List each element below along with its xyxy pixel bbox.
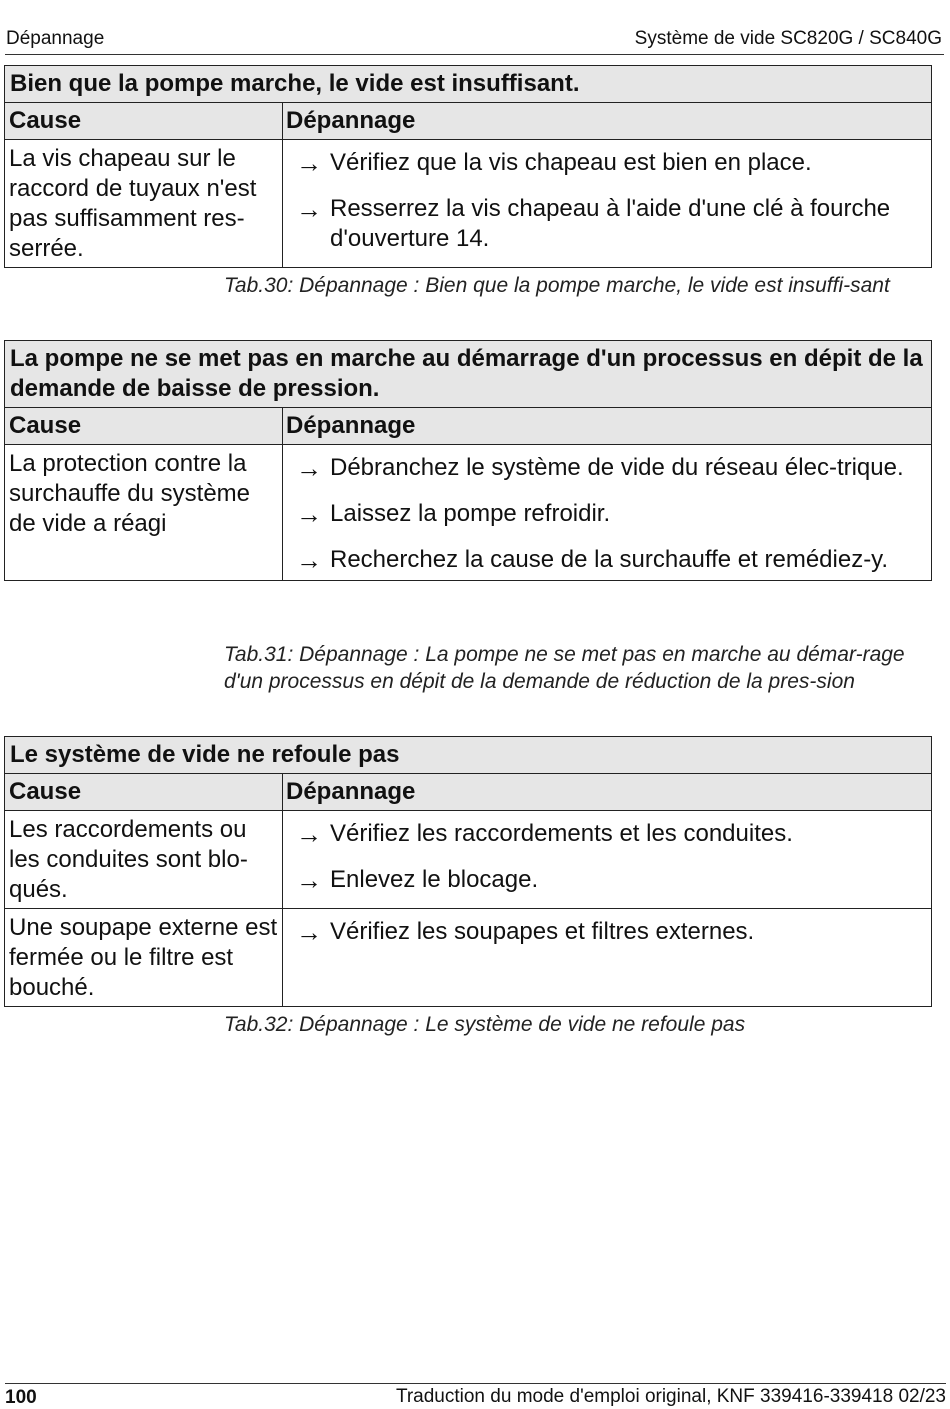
troubleshooting-table-32 <box>4 736 932 1007</box>
fix-cell <box>283 140 931 267</box>
table-header-row <box>5 774 931 811</box>
cause-cell: La vis chapeau sur le raccord de tuyaux n'est pas suffisamment res-serrée. <box>5 140 283 267</box>
arrow-right-icon: → <box>296 545 322 575</box>
table-row <box>5 445 931 580</box>
column-header-cause: Cause <box>5 774 283 810</box>
table-header-row <box>5 408 931 445</box>
column-header-fix: Dépannage <box>286 412 416 439</box>
table-caption: Tab.30: Dépannage : Bien que la pompe marche, le vide est insuffi-sant <box>224 274 890 297</box>
fix-step <box>286 194 927 254</box>
table-caption: Tab.32: Dépannage : Le système de vide ne refoule pas <box>224 1013 746 1036</box>
arrow-right-icon: → <box>296 865 322 895</box>
arrow-right-icon: → <box>296 917 322 947</box>
fix-step <box>286 499 927 529</box>
column-header-fix: Dépannage <box>286 107 416 134</box>
page-footer <box>5 1383 946 1408</box>
cause-cell: La protection contre la surchauffe du système de vide a réagi <box>5 445 283 580</box>
arrow-right-icon: → <box>296 194 322 224</box>
arrow-right-icon: → <box>296 148 322 178</box>
table-title: Le système de vide ne refoule pas <box>5 737 931 774</box>
table-title: La pompe ne se met pas en marche au démarrage d'un processus en dépit de la demande de baisse de pression. <box>5 341 931 408</box>
column-header-fix: Dépannage <box>286 778 416 805</box>
section-title: Dépannage <box>6 28 105 49</box>
table-row <box>5 909 931 1006</box>
cause-cell: Une soupape externe est fermée ou le filtre est bouché. <box>5 909 283 1006</box>
fix-cell <box>283 811 931 908</box>
table-caption: Tab.31: Dépannage : La pompe ne se met pas en marche au démar-rage d'un processus en dépit de la demande de réduction de la pres-sion <box>224 643 905 693</box>
fix-step <box>286 545 927 575</box>
table-row <box>5 811 931 909</box>
arrow-right-icon: → <box>296 819 322 849</box>
fix-cell <box>283 445 931 580</box>
column-header-cause: Cause <box>5 408 283 444</box>
cause-cell: Les raccordements ou les conduites sont blo-qués. <box>5 811 283 908</box>
fix-step-text: Enlevez le blocage. <box>330 866 539 893</box>
arrow-right-icon: → <box>296 499 322 529</box>
fix-step <box>286 819 927 849</box>
page-header <box>5 28 944 55</box>
column-header-cause: Cause <box>5 103 283 139</box>
footer-text: Traduction du mode d'emploi original, KNF 339416-339418 02/23 <box>395 1386 946 1407</box>
fix-step-text: Resserrez la vis chapeau à l'aide d'une clé à fourche d'ouverture 14. <box>330 195 891 252</box>
fix-step <box>286 148 927 178</box>
fix-step <box>286 865 927 895</box>
fix-step-text: Débranchez le système de vide du réseau élec-trique. <box>330 454 904 481</box>
table-row <box>5 140 931 267</box>
fix-step-text: Vérifiez les soupapes et filtres externes. <box>330 918 755 945</box>
page-number: 100 <box>5 1387 37 1408</box>
arrow-right-icon: → <box>296 453 322 483</box>
table-header-row <box>5 103 931 140</box>
fix-step-text: Laissez la pompe refroidir. <box>330 500 611 527</box>
product-title: Système de vide SC820G / SC840G <box>634 28 942 49</box>
fix-step-text: Vérifiez que la vis chapeau est bien en place. <box>330 149 812 176</box>
fix-step-text: Vérifiez les raccordements et les conduites. <box>330 820 793 847</box>
fix-step <box>286 917 927 947</box>
fix-step-text: Recherchez la cause de la surchauffe et remédiez-y. <box>330 546 889 573</box>
table-title: Bien que la pompe marche, le vide est insuffisant. <box>5 66 931 103</box>
troubleshooting-table-31 <box>4 340 932 581</box>
troubleshooting-table-30 <box>4 65 932 268</box>
fix-step <box>286 453 927 483</box>
fix-cell <box>283 909 931 1006</box>
